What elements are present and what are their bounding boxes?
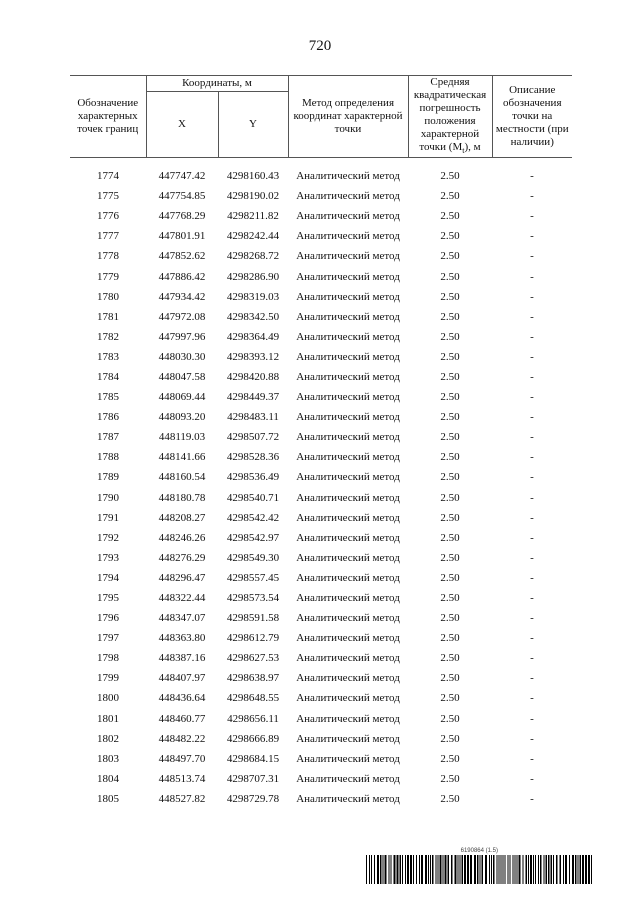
error-header-text: Средняя квадратическая погрешность положения характерной точки (M <box>413 76 487 153</box>
error-value: 2.50 <box>440 431 460 444</box>
method: Аналитический метод <box>296 290 400 303</box>
table-row <box>70 789 572 809</box>
description: - <box>530 310 534 323</box>
y-coordinate: 4298342.50 <box>226 310 280 323</box>
error-value: 2.50 <box>440 551 460 564</box>
table-row <box>70 588 572 608</box>
point-number: 1778 <box>97 250 119 263</box>
x-coordinate: 448527.82 <box>158 792 206 805</box>
barcode-area <box>366 848 592 888</box>
point-number: 1799 <box>97 672 119 685</box>
x-coordinate: 447886.42 <box>158 270 206 283</box>
error-value: 2.50 <box>440 531 460 544</box>
x-coordinate: 447747.42 <box>158 170 206 183</box>
y-coordinate: 4298627.53 <box>226 652 280 665</box>
method: Аналитический метод <box>296 170 400 183</box>
x-coordinate: 448030.30 <box>158 350 206 363</box>
coordinates-table-header <box>70 75 572 158</box>
y-coordinate: 4298549.30 <box>226 551 280 564</box>
method: Аналитический метод <box>296 411 400 424</box>
method: Аналитический метод <box>296 571 400 584</box>
point-number: 1797 <box>97 632 119 645</box>
x-coordinate: 447934.42 <box>158 290 206 303</box>
description: - <box>530 491 534 504</box>
point-number: 1781 <box>97 310 119 323</box>
y-coordinate: 4298638.97 <box>226 672 280 685</box>
x-coordinate: 448482.22 <box>158 732 206 745</box>
method: Аналитический метод <box>296 491 400 504</box>
table-row <box>70 226 572 246</box>
description: - <box>530 672 534 685</box>
method: Аналитический метод <box>296 752 400 765</box>
description: - <box>530 551 534 564</box>
y-coordinate: 4298536.49 <box>226 471 280 484</box>
point-number: 1804 <box>97 772 119 785</box>
description: - <box>530 531 534 544</box>
point-number: 1782 <box>97 330 119 343</box>
description: - <box>530 571 534 584</box>
point-number: 1785 <box>97 391 119 404</box>
method: Аналитический метод <box>296 772 400 785</box>
x-coordinate: 448460.77 <box>158 712 206 725</box>
error-value: 2.50 <box>440 712 460 725</box>
point-number: 1777 <box>97 230 119 243</box>
table-row <box>70 488 572 508</box>
description: - <box>530 612 534 625</box>
x-coordinate: 448160.54 <box>158 471 206 484</box>
error-value: 2.50 <box>440 652 460 665</box>
point-number: 1783 <box>97 350 119 363</box>
x-coordinate: 448208.27 <box>158 511 206 524</box>
x-coordinate: 447801.91 <box>158 230 206 243</box>
description: - <box>530 732 534 745</box>
description: - <box>530 330 534 343</box>
point-number: 1788 <box>97 451 119 464</box>
description: - <box>530 592 534 605</box>
method: Аналитический метод <box>296 692 400 705</box>
description: - <box>530 471 534 484</box>
method: Аналитический метод <box>296 652 400 665</box>
method: Аналитический метод <box>296 350 400 363</box>
error-value: 2.50 <box>440 170 460 183</box>
table-row <box>70 668 572 688</box>
error-header-subscript: t <box>462 146 465 156</box>
point-number: 1786 <box>97 411 119 424</box>
error-value: 2.50 <box>440 290 460 303</box>
x-coordinate: 447972.08 <box>158 310 206 323</box>
x-coordinate: 448246.26 <box>158 531 206 544</box>
description: - <box>530 170 534 183</box>
point-number: 1792 <box>97 531 119 544</box>
description: - <box>530 451 534 464</box>
error-value: 2.50 <box>440 692 460 705</box>
point-number: 1801 <box>97 712 119 725</box>
table-row <box>70 628 572 648</box>
description: - <box>530 712 534 725</box>
y-coordinate: 4298319.03 <box>226 290 280 303</box>
table-row <box>70 427 572 447</box>
table-row <box>70 186 572 206</box>
table-row <box>70 387 572 407</box>
error-value: 2.50 <box>440 350 460 363</box>
y-coordinate: 4298542.42 <box>226 511 280 524</box>
description: - <box>530 210 534 223</box>
method: Аналитический метод <box>296 712 400 725</box>
barcode-image <box>366 855 592 884</box>
method: Аналитический метод <box>296 792 400 805</box>
error-value: 2.50 <box>440 632 460 645</box>
x-coordinate: 448497.70 <box>158 752 206 765</box>
description: - <box>530 250 534 263</box>
description: - <box>530 411 534 424</box>
description-header: Описание обозначения точки на местности (при наличии) <box>492 76 572 158</box>
x-coordinate: 448513.74 <box>158 772 206 785</box>
error-header <box>408 76 492 158</box>
y-coordinate: 4298656.11 <box>227 712 279 725</box>
table-row <box>70 447 572 467</box>
method: Аналитический метод <box>296 190 400 203</box>
error-value: 2.50 <box>440 370 460 383</box>
error-value: 2.50 <box>440 592 460 605</box>
method: Аналитический метод <box>296 531 400 544</box>
description: - <box>530 692 534 705</box>
description: - <box>530 190 534 203</box>
table-row <box>70 347 572 367</box>
x-coordinate: 447754.85 <box>158 190 206 203</box>
coordinates-table-body <box>70 166 572 809</box>
point-number: 1800 <box>97 692 119 705</box>
y-coordinate: 4298573.54 <box>226 592 280 605</box>
y-coordinate: 4298612.79 <box>226 632 280 645</box>
table-row <box>70 709 572 729</box>
method: Аналитический метод <box>296 451 400 464</box>
x-header: X <box>146 91 218 157</box>
error-value: 2.50 <box>440 571 460 584</box>
y-coordinate: 4298242.44 <box>226 230 280 243</box>
x-coordinate: 448387.16 <box>158 652 206 665</box>
method: Аналитический метод <box>296 310 400 323</box>
method: Аналитический метод <box>296 370 400 383</box>
error-value: 2.50 <box>440 471 460 484</box>
description: - <box>530 350 534 363</box>
method: Аналитический метод <box>296 391 400 404</box>
point-number: 1802 <box>97 732 119 745</box>
table-row <box>70 266 572 286</box>
y-coordinate: 4298449.37 <box>226 391 280 404</box>
method: Аналитический метод <box>296 250 400 263</box>
table-row <box>70 407 572 427</box>
y-coordinate: 4298393.12 <box>226 350 280 363</box>
error-value: 2.50 <box>440 330 460 343</box>
table-row <box>70 688 572 708</box>
description: - <box>530 652 534 665</box>
method-header: Метод определения координат характерной точки <box>288 76 408 158</box>
description: - <box>530 752 534 765</box>
error-value: 2.50 <box>440 310 460 323</box>
table-row <box>70 206 572 226</box>
y-coordinate: 4298666.89 <box>226 732 280 745</box>
x-coordinate: 448141.66 <box>158 451 206 464</box>
y-coordinate: 4298684.15 <box>226 752 280 765</box>
point-number: 1779 <box>97 270 119 283</box>
error-value: 2.50 <box>440 491 460 504</box>
point-number: 1774 <box>97 170 119 183</box>
error-value: 2.50 <box>440 210 460 223</box>
point-number: 1784 <box>97 370 119 383</box>
table-row <box>70 769 572 789</box>
table-row <box>70 287 572 307</box>
error-value: 2.50 <box>440 772 460 785</box>
table-row <box>70 508 572 528</box>
table-row <box>70 528 572 548</box>
x-coordinate: 448363.80 <box>158 632 206 645</box>
error-value: 2.50 <box>440 190 460 203</box>
description: - <box>530 431 534 444</box>
y-coordinate: 4298420.88 <box>226 370 280 383</box>
x-coordinate: 448180.78 <box>158 491 206 504</box>
description: - <box>530 370 534 383</box>
x-coordinate: 448347.07 <box>158 612 206 625</box>
error-value: 2.50 <box>440 792 460 805</box>
barcode-label: 6190864 (1.5) <box>460 848 498 854</box>
point-number: 1805 <box>97 792 119 805</box>
x-coordinate: 448322.44 <box>158 592 206 605</box>
error-value: 2.50 <box>440 511 460 524</box>
method: Аналитический метод <box>296 431 400 444</box>
point-number: 1776 <box>97 210 119 223</box>
x-coordinate: 448069.44 <box>158 391 206 404</box>
method: Аналитический метод <box>296 732 400 745</box>
point-number: 1795 <box>97 592 119 605</box>
description: - <box>530 792 534 805</box>
table-row <box>70 166 572 186</box>
method: Аналитический метод <box>296 471 400 484</box>
method: Аналитический метод <box>296 230 400 243</box>
coordinates-group-header: Координаты, м <box>146 76 288 92</box>
x-coordinate: 448296.47 <box>158 571 206 584</box>
error-value: 2.50 <box>440 250 460 263</box>
error-value: 2.50 <box>440 451 460 464</box>
point-number: 1798 <box>97 652 119 665</box>
error-value: 2.50 <box>440 612 460 625</box>
x-coordinate: 448119.03 <box>158 431 206 444</box>
y-coordinate: 4298483.11 <box>227 411 279 424</box>
description: - <box>530 511 534 524</box>
y-coordinate: 4298729.78 <box>226 792 280 805</box>
point-number: 1793 <box>97 551 119 564</box>
x-coordinate: 447997.96 <box>158 330 206 343</box>
y-coordinate: 4298557.45 <box>226 571 280 584</box>
y-coordinate: 4298528.36 <box>226 451 280 464</box>
point-number: 1787 <box>97 431 119 444</box>
point-number: 1796 <box>97 612 119 625</box>
error-value: 2.50 <box>440 391 460 404</box>
x-coordinate: 448093.20 <box>158 411 206 424</box>
method: Аналитический метод <box>296 551 400 564</box>
table-row <box>70 749 572 769</box>
error-value: 2.50 <box>440 230 460 243</box>
x-coordinate: 447852.62 <box>158 250 206 263</box>
y-coordinate: 4298268.72 <box>226 250 280 263</box>
y-coordinate: 4298364.49 <box>226 330 280 343</box>
y-coordinate: 4298591.58 <box>226 612 280 625</box>
description: - <box>530 290 534 303</box>
error-value: 2.50 <box>440 672 460 685</box>
method: Аналитический метод <box>296 330 400 343</box>
table-row <box>70 467 572 487</box>
page-number: 720 <box>308 38 332 54</box>
table-row <box>70 729 572 749</box>
point-number: 1780 <box>97 290 119 303</box>
point-number: 1790 <box>97 491 119 504</box>
y-coordinate: 4298507.72 <box>226 431 280 444</box>
y-header: Y <box>218 91 288 157</box>
y-coordinate: 4298160.43 <box>226 170 280 183</box>
table-row <box>70 568 572 588</box>
error-value: 2.50 <box>440 752 460 765</box>
table-row <box>70 246 572 266</box>
description: - <box>530 391 534 404</box>
method: Аналитический метод <box>296 672 400 685</box>
y-coordinate: 4298707.31 <box>226 772 280 785</box>
x-coordinate: 448407.97 <box>158 672 206 685</box>
method: Аналитический метод <box>296 632 400 645</box>
error-value: 2.50 <box>440 732 460 745</box>
y-coordinate: 4298211.82 <box>227 210 279 223</box>
x-coordinate: 447768.29 <box>158 210 206 223</box>
point-number: 1775 <box>97 190 119 203</box>
point-number: 1789 <box>97 471 119 484</box>
table-row <box>70 327 572 347</box>
point-number: 1803 <box>97 752 119 765</box>
y-coordinate: 4298542.97 <box>226 531 280 544</box>
error-header-unit: ), м <box>464 141 481 153</box>
y-coordinate: 4298648.55 <box>226 692 280 705</box>
point-number: 1791 <box>97 511 119 524</box>
description: - <box>530 632 534 645</box>
point-number: 1794 <box>97 571 119 584</box>
x-coordinate: 448436.64 <box>158 692 206 705</box>
error-value: 2.50 <box>440 270 460 283</box>
table-row <box>70 548 572 568</box>
method: Аналитический метод <box>296 592 400 605</box>
method: Аналитический метод <box>296 612 400 625</box>
method: Аналитический метод <box>296 270 400 283</box>
error-value: 2.50 <box>440 411 460 424</box>
y-coordinate: 4298540.71 <box>226 491 280 504</box>
method: Аналитический метод <box>296 210 400 223</box>
description: - <box>530 230 534 243</box>
x-coordinate: 448276.29 <box>158 551 206 564</box>
description: - <box>530 270 534 283</box>
x-coordinate: 448047.58 <box>158 370 206 383</box>
table-row <box>70 608 572 628</box>
table-row <box>70 648 572 668</box>
method: Аналитический метод <box>296 511 400 524</box>
description: - <box>530 772 534 785</box>
point-designation-header: Обозначение характерных точек границ <box>70 76 146 158</box>
table-row <box>70 307 572 327</box>
table-row <box>70 367 572 387</box>
y-coordinate: 4298286.90 <box>226 270 280 283</box>
y-coordinate: 4298190.02 <box>226 190 280 203</box>
